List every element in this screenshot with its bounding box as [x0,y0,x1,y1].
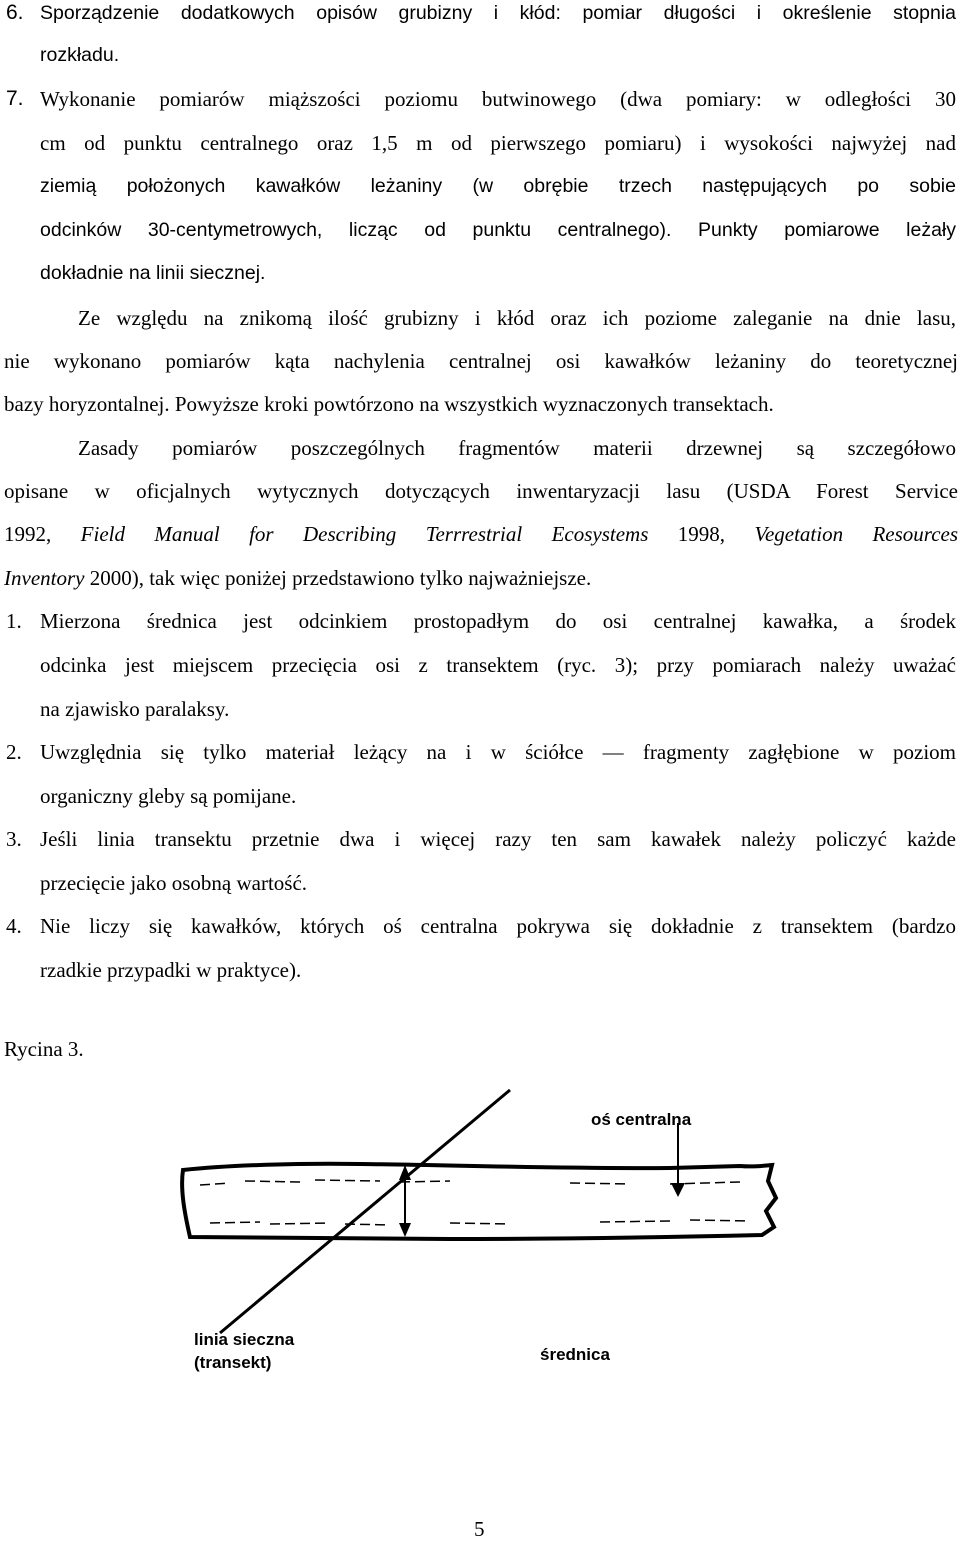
item6-line: rozkładu. [40,44,120,66]
list-number: 7. [6,87,24,110]
paragraph-line: Ze względu na znikomą ilość grubizny i kłód oraz ich poziome zaleganie na dnie lasu, [78,306,956,330]
list-item-line: Jeśli linia transektu przetnie dwa i więcej razy ten sam kawałek należy policzyć każde [40,827,956,851]
list-item-line: odcinka jest miejscem przecięcia osi z transektem (ryc. 3); przy pomiarach należy uważać [40,653,956,677]
list-item-line: Nie liczy się kawałków, których oś centralna pokrywa się dokładnie z transektem (bardzo [40,914,956,938]
label-transect-line: linia sieczna [194,1330,295,1349]
italic-title: Inventory [4,566,85,590]
list-item-line: na zjawisko paralaksy. [40,697,230,721]
paragraph-line [4,521,958,547]
text-span: 1992, [4,522,81,546]
list-item-line: przecięcie jako osobną wartość. [40,871,308,895]
list-number: 6. [6,1,24,24]
item7-line: ziemią położonych kawałków leżaniny (w obrębie trzech następujących po sobie [40,175,956,197]
paragraph-line: bazy horyzontalnej. Powyższe kroki powtórzono na wszystkich wyznaczonych transektach. [4,392,774,416]
arrowhead-top [399,1165,411,1180]
item7-line: odcinków 30-centymetrowych, licząc od punktu centralnego). Punkty pomiarowe leżały [40,219,956,241]
figure-caption: Rycina 3. [4,1037,84,1061]
list-number: 2. [6,740,22,764]
paragraph-line: opisane w oficjalnych wytycznych dotyczących inwentaryzacji lasu (USDA Forest Service [4,479,958,503]
text-span: 2000), tak więc poniżej przedstawiono tylko najważniejsze. [84,566,592,590]
list-item-line: Mierzona średnica jest odcinkiem prostopadłym do osi centralnej kawałka, a środek [40,609,956,633]
label-diameter: średnica [540,1345,610,1364]
text-span: 1998, [648,522,755,546]
list-item-line: organiczny gleby są pomijane. [40,784,297,808]
axis-pointer-head [671,1183,685,1197]
label-transect-paren: (transekt) [194,1353,272,1372]
list-item-line: rzadkie przypadki w praktyce). [40,958,302,982]
list-number: 3. [6,827,22,851]
italic-title: Vegetation Resources [754,522,959,546]
label-central-axis: oś centralna [591,1110,692,1129]
item7-line: cm od punktu centralnego oraz 1,5 m od pierwszego pomiaru) i wysokości najwyżej nad [40,131,956,155]
item7-line: dokładnie na linii siecznej. [40,262,266,284]
transect-line [220,1090,510,1333]
log-texture-top [200,1180,740,1185]
item7-line: Wykonanie pomiarów miąższości poziomu butwinowego (dwa pomiary: w odległości 30 [40,87,956,111]
paragraph-line: nie wykonano pomiarów kąta nachylenia centralnej osi kawałków leżaniny do teoretycznej [4,349,958,373]
list-number: 4. [6,914,22,938]
log-outline [182,1164,776,1239]
item6-line: Sporządzenie dodatkowych opisów grubizny i kłód: pomiar długości i określenie stopnia [40,2,956,24]
paragraph-line: Zasady pomiarów poszczególnych fragmentów materii drzewnej są szczegółowo [78,436,956,460]
arrowhead-bottom [399,1223,411,1237]
list-number: 1. [6,609,22,633]
italic-title: Field Manual for Describing Terrrestrial Ecosystems [80,522,649,546]
page-number: 5 [474,1517,485,1541]
paragraph-line [4,565,591,591]
list-item-line: Uwzględnia się tylko materiał leżący na i w ściółce — fragmenty zagłębione w poziom [40,740,956,764]
log-texture-bottom [210,1220,750,1225]
